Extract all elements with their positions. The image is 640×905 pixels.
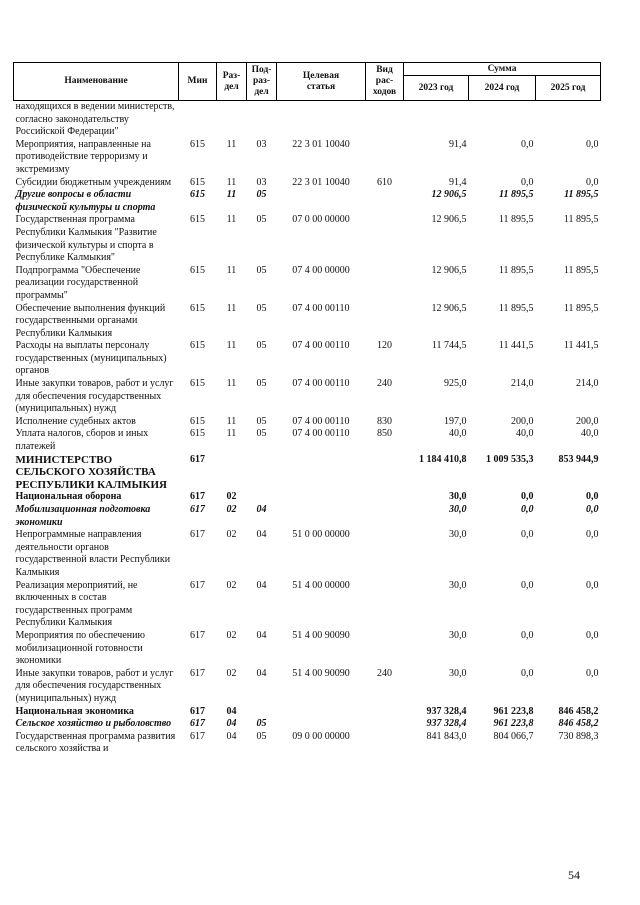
table-row (14, 378, 601, 416)
cell-podrazdel: 04 (256, 579, 267, 591)
cell-name: Исполнение судебных актов (15, 415, 136, 427)
cell-2025: 0,0 (586, 529, 599, 541)
cell-2024 (469, 101, 536, 139)
cell-min: 615 (190, 138, 205, 150)
cell-2023: 30,0 (449, 504, 467, 515)
table-row (14, 428, 601, 453)
cell-min: 615 (190, 302, 205, 314)
table-row (14, 340, 601, 378)
cell-podrazdel: 05 (256, 718, 267, 730)
cell-vid (366, 529, 404, 579)
header-2024: 2024 год (469, 76, 536, 101)
cell-target: 07 4 00 00110 (292, 378, 350, 390)
header-name: Наименование (14, 63, 179, 101)
cell-podrazdel: 04 (256, 629, 267, 641)
cell-2024: 961 223,8 (493, 705, 534, 717)
cell-2024: 11 441,5 (498, 340, 534, 352)
table-row (14, 491, 601, 504)
cell-target: 51 4 00 00000 (292, 579, 350, 591)
cell-razdel: 11 (226, 264, 237, 276)
cell-min: 617 (190, 629, 205, 641)
header-vid: Вид рас- ходов (366, 63, 404, 101)
cell-name: Субсидии бюджетным учреждениям (15, 176, 172, 188)
cell-min: 617 (190, 504, 205, 515)
cell-vid: 830 (377, 415, 392, 427)
cell-razdel: 11 (226, 428, 237, 440)
cell-podrazdel (247, 101, 277, 139)
table-row (14, 718, 601, 731)
cell-2024: 200,0 (511, 415, 534, 427)
cell-target: 07 4 00 00000 (292, 264, 350, 276)
cell-name: Иные закупки товаров, работ и услуг для обеспечения государственных (муниципальных) нужд (15, 667, 174, 704)
cell-razdel (217, 454, 247, 492)
cell-2025 (536, 101, 601, 139)
cell-target: 07 0 00 00000 (292, 214, 350, 226)
cell-name: Национальная экономика (15, 705, 134, 717)
cell-target: 22 3 01 10040 (292, 176, 350, 188)
table-row (14, 177, 601, 190)
cell-vid: 850 (377, 428, 392, 440)
cell-razdel: 11 (226, 138, 237, 150)
cell-target (277, 454, 366, 492)
cell-2024: 0,0 (521, 176, 534, 188)
cell-name: Иные закупки товаров, работ и услуг для обеспечения государственных (муниципальных) нужд (15, 378, 174, 415)
table-row (14, 139, 601, 177)
cell-podrazdel: 03 (256, 176, 267, 188)
cell-2023: 841 843,0 (426, 730, 467, 742)
cell-2025: 846 458,2 (558, 718, 599, 730)
cell-name: Государственная программа развития сельского хозяйства и (15, 730, 176, 755)
cell-razdel: 11 (226, 340, 237, 352)
cell-2024: 0,0 (521, 138, 534, 150)
cell-podrazdel: 05 (256, 415, 267, 427)
cell-2023: 30,0 (449, 667, 467, 679)
cell-podrazdel: 05 (256, 428, 267, 440)
cell-2024: 40,0 (516, 428, 534, 440)
cell-2024: 0,0 (521, 629, 534, 641)
cell-2024: 804 066,7 (493, 730, 534, 742)
table-row (14, 731, 601, 756)
cell-2023: 11 744,5 (431, 340, 467, 352)
cell-vid: 610 (377, 176, 392, 188)
cell-podrazdel (247, 491, 277, 504)
cell-name: Расходы на выплаты персоналу государственных (муниципальных) органов (15, 340, 167, 377)
cell-name: находящихся в ведении министерств, согласно законодательству Российской Федерации" (15, 101, 175, 138)
cell-podrazdel: 05 (256, 730, 267, 742)
cell-razdel: 11 (226, 189, 237, 201)
cell-razdel: 11 (226, 302, 237, 314)
cell-2024: 0,0 (521, 504, 534, 515)
table-row (14, 580, 601, 630)
cell-podrazdel: 03 (256, 138, 267, 150)
cell-2023: 937 328,4 (426, 705, 467, 717)
table-row (14, 303, 601, 341)
cell-vid: 120 (377, 340, 392, 352)
budget-table (13, 62, 601, 756)
cell-min: 617 (190, 730, 205, 742)
cell-target (277, 504, 366, 529)
cell-name: Мероприятия, направленные на противодействие терроризму и экстремизму (15, 138, 151, 175)
cell-target: 07 4 00 00110 (292, 302, 350, 314)
cell-min: 615 (190, 264, 205, 276)
cell-min: 615 (190, 176, 205, 188)
cell-podrazdel: 05 (256, 264, 267, 276)
cell-target (277, 718, 366, 731)
cell-podrazdel (247, 454, 277, 492)
cell-target: 22 3 01 10040 (292, 138, 350, 150)
cell-2025: 11 895,5 (563, 302, 599, 314)
table-row (14, 668, 601, 706)
table-row (14, 416, 601, 429)
cell-vid: 240 (377, 378, 392, 390)
cell-vid (366, 504, 404, 529)
cell-2023: 12 906,5 (431, 302, 467, 314)
cell-2025: 200,0 (576, 415, 599, 427)
header-2023: 2023 год (404, 76, 469, 101)
cell-2024: 0,0 (521, 491, 534, 503)
cell-2024: 11 895,5 (498, 214, 534, 226)
cell-2023: 937 328,4 (426, 718, 467, 730)
cell-target: 07 4 00 00110 (292, 415, 350, 427)
cell-target: 07 4 00 00110 (292, 340, 350, 352)
cell-name: Национальная оборона (15, 491, 122, 503)
table-row (14, 706, 601, 719)
cell-2023: 30,0 (449, 579, 467, 591)
cell-target (277, 189, 366, 214)
cell-2025: 853 944,9 (558, 453, 599, 465)
cell-2024: 11 895,5 (498, 302, 534, 314)
cell-razdel: 04 (226, 730, 237, 742)
cell-name: Государственная программа Республики Калмыкия "Развитие физической культуры и спорта в Республике Калмыкия" (15, 214, 157, 264)
header-podrazdel: Под- раз- дел (247, 63, 277, 101)
cell-2024: 1 009 535,3 (486, 453, 534, 465)
cell-min: 617 (190, 579, 205, 591)
cell-razdel: 11 (226, 214, 237, 226)
cell-2023: 30,0 (449, 491, 467, 503)
cell-2023: 12 906,5 (431, 264, 467, 276)
header-min: Мин (179, 63, 217, 101)
cell-min: 617 (190, 667, 205, 679)
cell-name: Уплата налогов, сборов и иных платежей (15, 428, 149, 453)
cell-name: Другие вопросы в области физической культуры и спорта (15, 189, 156, 213)
cell-name: Подпрограмма "Обеспечение реализации государственной программы" (15, 264, 141, 301)
cell-target (277, 706, 366, 719)
cell-podrazdel: 05 (256, 378, 267, 390)
cell-2025: 0,0 (586, 138, 599, 150)
cell-name: Мобилизационная подготовка экономики (15, 504, 151, 528)
cell-2025: 0,0 (586, 176, 599, 188)
page-number: 54 (568, 868, 580, 882)
cell-podrazdel: 05 (256, 340, 267, 352)
cell-podrazdel: 05 (256, 214, 267, 226)
cell-min: 615 (190, 214, 205, 226)
cell-2025: 0,0 (586, 629, 599, 641)
cell-target: 51 4 00 90090 (292, 667, 350, 679)
cell-target: 07 4 00 00110 (292, 428, 350, 440)
header-sum: Сумма (404, 63, 601, 76)
cell-vid: 240 (377, 667, 392, 679)
cell-razdel: 11 (226, 415, 237, 427)
cell-2025: 0,0 (586, 579, 599, 591)
cell-2024: 0,0 (521, 579, 534, 591)
cell-razdel: 02 (226, 629, 237, 641)
cell-2023: 91,4 (449, 176, 467, 188)
cell-target (277, 101, 366, 139)
cell-vid (366, 303, 404, 341)
cell-2025: 40,0 (581, 428, 599, 440)
cell-2023: 30,0 (449, 529, 467, 541)
cell-name: Мероприятия по обеспечению мобилизационной готовности экономики (15, 629, 145, 667)
cell-min: 615 (190, 378, 205, 390)
cell-2023: 1 184 410,8 (419, 453, 467, 465)
cell-vid (366, 731, 404, 756)
cell-vid (366, 580, 404, 630)
header-target: Целевая статья (277, 63, 366, 101)
header-razdel: Раз- дел (217, 63, 247, 101)
cell-name: МИНИСТЕРСТВО СЕЛЬСКОГО ХОЗЯЙСТВА РЕСПУБЛИКИ КАЛМЫКИЯ (15, 453, 167, 491)
cell-2024: 0,0 (521, 529, 534, 541)
cell-min: 617 (190, 718, 205, 730)
table-row (14, 504, 601, 529)
cell-razdel: 04 (226, 705, 237, 717)
cell-2023: 12 906,5 (431, 214, 467, 226)
cell-2024: 11 895,5 (499, 189, 534, 201)
cell-2025: 214,0 (576, 378, 599, 390)
cell-2025: 11 895,5 (564, 189, 599, 201)
table-body (14, 101, 601, 756)
cell-2025: 11 895,5 (563, 264, 599, 276)
cell-min (179, 101, 217, 139)
table-row (14, 265, 601, 303)
cell-podrazdel: 04 (256, 667, 267, 679)
cell-min: 617 (190, 453, 205, 465)
cell-vid (366, 189, 404, 214)
cell-target: 09 0 00 00000 (292, 730, 350, 742)
cell-podrazdel: 04 (256, 504, 267, 515)
cell-min: 615 (190, 428, 205, 440)
cell-vid (366, 265, 404, 303)
cell-2023: 197,0 (444, 415, 467, 427)
cell-vid (366, 454, 404, 492)
cell-razdel: 11 (226, 378, 237, 390)
cell-2025: 846 458,2 (558, 705, 599, 717)
cell-min: 617 (190, 529, 205, 541)
cell-podrazdel: 05 (256, 302, 267, 314)
cell-vid (366, 214, 404, 264)
cell-min: 617 (190, 491, 205, 503)
cell-2023: 30,0 (449, 629, 467, 641)
cell-min: 617 (190, 705, 205, 717)
cell-podrazdel: 04 (256, 529, 267, 541)
cell-podrazdel: 05 (256, 189, 267, 201)
cell-vid (366, 101, 404, 139)
cell-2024: 961 223,8 (493, 718, 534, 730)
cell-vid (366, 139, 404, 177)
cell-vid (366, 491, 404, 504)
cell-min: 615 (190, 189, 205, 201)
cell-razdel (217, 101, 247, 139)
table-row (14, 189, 601, 214)
header-2025: 2025 год (536, 76, 601, 101)
cell-2025: 0,0 (586, 667, 599, 679)
cell-razdel: 02 (226, 667, 237, 679)
cell-target: 51 0 00 00000 (292, 529, 350, 541)
cell-vid (366, 706, 404, 719)
cell-2023: 12 906,5 (431, 189, 467, 201)
cell-name: Реализация мероприятий, не включенных в состав государственных программ Республики Калмыкия (15, 579, 138, 629)
cell-razdel: 02 (226, 579, 237, 591)
table-row (14, 214, 601, 264)
cell-razdel: 04 (226, 718, 237, 730)
cell-2023 (404, 101, 469, 139)
table-row (14, 529, 601, 579)
cell-razdel: 02 (226, 529, 237, 541)
cell-2023: 40,0 (449, 428, 467, 440)
cell-2024: 214,0 (511, 378, 534, 390)
cell-razdel: 02 (226, 491, 237, 503)
cell-target (277, 491, 366, 504)
cell-2023: 91,4 (449, 138, 467, 150)
cell-target: 51 4 00 90090 (292, 629, 350, 641)
table-row (14, 630, 601, 668)
cell-podrazdel (247, 706, 277, 719)
cell-2025: 0,0 (586, 491, 599, 503)
cell-name: Сельское хозяйство и рыболовство (15, 718, 172, 730)
cell-min: 615 (190, 340, 205, 352)
table-row (14, 101, 601, 139)
cell-2025: 11 895,5 (563, 214, 599, 226)
cell-2024: 0,0 (521, 667, 534, 679)
cell-name: Обеспечение выполнения функций государственными органами Республики Калмыкия (15, 302, 166, 339)
cell-2023: 925,0 (444, 378, 467, 390)
cell-2025: 730 898,3 (558, 730, 599, 742)
cell-2024: 11 895,5 (498, 264, 534, 276)
cell-vid (366, 718, 404, 731)
cell-2025: 11 441,5 (563, 340, 599, 352)
cell-min: 615 (190, 415, 205, 427)
cell-razdel: 02 (226, 504, 237, 515)
table-row (14, 454, 601, 492)
cell-vid (366, 630, 404, 668)
cell-razdel: 11 (226, 176, 237, 188)
cell-name: Непрограммные направления деятельности органов государственной власти Республики Калмыкия (15, 529, 171, 578)
cell-2025: 0,0 (586, 504, 599, 515)
